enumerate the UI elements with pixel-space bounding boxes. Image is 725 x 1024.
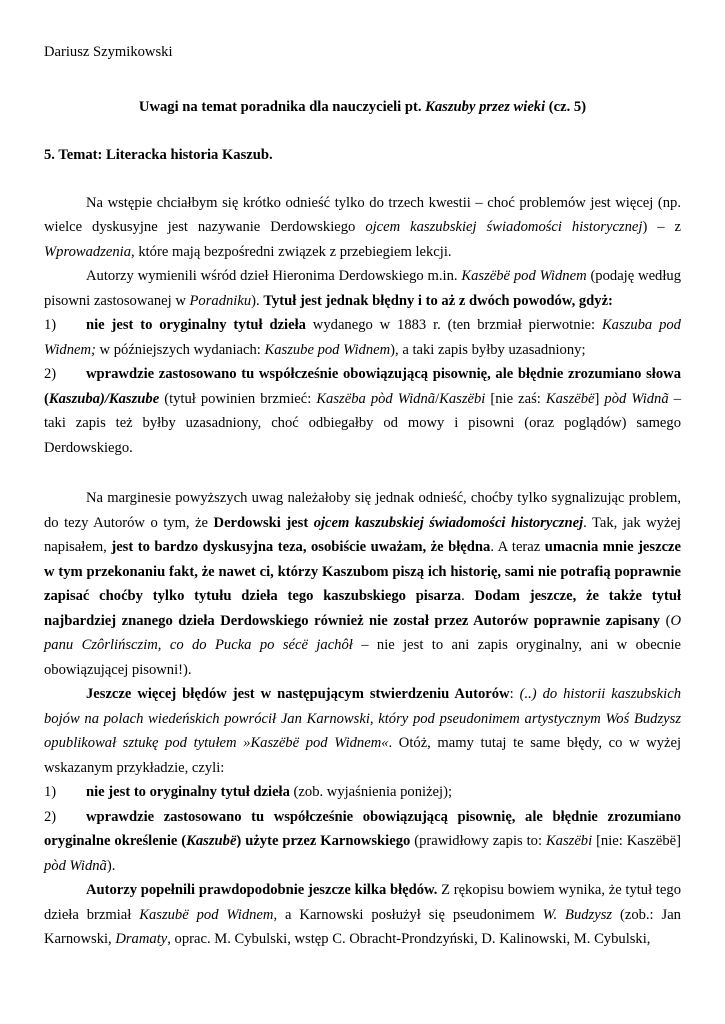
text-bold-italic: Kaszubë	[186, 833, 237, 849]
text: , które mają bezpośredni związek z przebiegiem lekcji.	[131, 243, 452, 260]
text: (zob.: Jan Karnowski,	[44, 906, 681, 947]
text: wydanego w 1883 r. (ten brzmiał pierwotnie:	[305, 317, 602, 333]
text: Na marginesie powyższych uwag należałoby się jednak odnieść, choćby tylko sygnalizując problem, do tezy Autorów o tym, że	[44, 490, 681, 531]
text: .	[461, 588, 475, 604]
text: ) – z	[642, 219, 681, 235]
text-bold: Derdowski jest	[213, 514, 314, 531]
text-bold: wprawdzie zastosowano tu współcześnie obowiązującą pisownię, ale błędnie zrozumiano słowa (	[44, 366, 681, 407]
text-bold: ) użyte przez Karnowskiego	[236, 833, 411, 849]
list-item	[44, 362, 681, 460]
title-part: (cz. 5)	[545, 98, 587, 115]
text: Na wstępie chciałbym się krótko odnieść tylko do trzech kwestii – choć problemów jest więcej (np. wielce dyskusyjne jest nazywanie Derdowskiego	[44, 194, 681, 235]
list-item	[44, 313, 681, 362]
text-italic: Kaszëbi	[439, 390, 486, 407]
text: , a Karnowski posłużył się pseudonimem	[273, 906, 543, 923]
text-italic: Dramaty	[115, 931, 168, 947]
text: ), a taki zapis byłby uzasadniony;	[390, 341, 586, 358]
text: [nie: Kaszëbë]	[592, 833, 682, 849]
text-italic: pòd Widnã	[604, 390, 669, 407]
text: (prawidłowy zapis to:	[410, 833, 546, 849]
text: Autorzy wymienili wśród dzieł Hieronima Derdowskiego m.in.	[86, 268, 462, 284]
text-bold-italic: ojcem kaszubskiej świadomości historycznej	[313, 514, 584, 531]
text: /	[435, 390, 440, 407]
text-bold-italic: Kaszuba)/Kaszube	[48, 390, 160, 407]
text: w późniejszych wydaniach:	[95, 341, 265, 358]
paragraph-manuscript	[44, 878, 681, 952]
text-italic: Kaszëbë pod Widnem	[461, 268, 587, 284]
text-italic: Kaszëbi	[545, 833, 593, 849]
text: :	[509, 686, 520, 702]
text: . A teraz	[490, 539, 545, 555]
text: ).	[106, 857, 116, 874]
text-bold: wprawdzie zastosowano tu współcześnie obowiązującą pisownię, ale błędnie zrozumiano oryginalne określenie (	[44, 808, 681, 849]
text-italic: pòd Widnã	[44, 857, 107, 874]
text: – taki zapis też byłby uzasadniony, choć odbiegałby od mowy i pisowni (oraz poglądów) samego Derdowskiego.	[44, 390, 681, 456]
text: (zob. wyjaśnienia poniżej);	[289, 784, 453, 800]
list-item	[44, 780, 681, 805]
text: . Tak, jak wyżej napisałem,	[44, 514, 681, 555]
title-text: Uwagi na temat poradnika dla nauczycieli pt.	[138, 98, 426, 115]
paragraph-works	[44, 264, 681, 313]
text-italic: Kaszëba pòd Widnã	[316, 390, 436, 407]
text-italic: Kaszube pod Widnem	[264, 341, 391, 358]
text-bold: umacnia mnie jeszcze w tym przekonaniu fakt, że nawet ci, którzy Kaszubom piszą ich historię, sami nie potrafią poprawnie zapisać choćby tylko tytułu dzieła tego kaszubskiego pisarza	[44, 539, 682, 604]
paragraph-more-errors	[44, 682, 681, 780]
list-number: 2)	[44, 808, 57, 825]
text: (tytuł powinien brzmieć:	[159, 390, 317, 407]
text-bold: Autorzy popełnili prawdopodobnie jeszcze kilka błędów.	[86, 882, 438, 898]
text: , oprac. M. Cybulski, wstęp C. Obracht-Prondzyński, D. Kalinowski, M. Cybulski,	[167, 931, 651, 947]
title-book: Kaszuby przez wieki	[425, 98, 546, 115]
section-heading: 5. Temat: Literacka historia Kaszub.	[44, 147, 273, 163]
text-italic: Wprowadzenia	[44, 243, 132, 260]
author-name: Dariusz Szymikowski	[44, 44, 173, 60]
text-italic: ojcem kaszubskiej świadomości historycznej	[365, 219, 643, 235]
paragraph-thesis	[44, 486, 681, 682]
text-italic: W. Budzysz	[542, 906, 613, 923]
text-italic: (..) do historii kaszubskich bojów na polach wiedeńskich powrócił Jan Karnowski, który pod pseudonimem artystycznym Woś Budzysz opublikował sztukę pod tytułem »Kaszëbë pod Widnem«	[44, 686, 681, 751]
text-bold: nie jest to oryginalny tytuł dzieła	[86, 784, 290, 800]
text: ]	[594, 390, 605, 407]
text-italic: Kaszubë pod Widnem	[139, 906, 274, 923]
list-number: 2)	[44, 366, 57, 382]
text-bold: Tytuł jest jednak błędny i to aż z dwóch powodów, gdyż:	[263, 292, 613, 309]
text: – nie jest to ani zapis oryginalny, ani w obecnie obowiązującej pisowni!).	[44, 637, 681, 678]
text: [nie zaś:	[485, 390, 546, 407]
text-bold: Jeszcze więcej błędów jest w następującym stwierdzeniu Autorów	[86, 686, 510, 702]
list-item	[44, 805, 681, 879]
text-italic: Poradniku	[189, 292, 252, 309]
text-italic: Kaszëbë	[545, 390, 595, 407]
list-number: 1)	[44, 317, 57, 333]
text-italic: Kaszuba pod Widnem;	[44, 317, 681, 358]
text-bold: jest to bardzo dyskusyjna teza, osobiście uważam, że błędna	[111, 539, 491, 555]
document-title	[44, 95, 681, 120]
list-number: 1)	[44, 784, 57, 800]
text-bold: Dodam jeszcze, że także tytuł najbardziej znanego dzieła Derdowskiego również nie został przez Autorów poprawnie zapisany	[44, 588, 681, 629]
text: (podaję według pisowni zastosowanej w	[44, 268, 681, 309]
text-bold: nie jest to oryginalny tytuł dzieła	[86, 317, 306, 333]
text: . Otóż, mamy tutaj te same błędy, co w wyżej wskazanym przykładzie, czyli:	[44, 735, 681, 776]
text: (	[660, 612, 671, 629]
paragraph-intro	[44, 191, 681, 265]
text: Z rękopisu bowiem wynika, że tytuł tego dzieła brzmiał	[44, 882, 681, 923]
text: ).	[251, 292, 264, 309]
text-italic: O panu Czôrlińsczim, co do Pucka po sécë jachôł	[44, 612, 681, 653]
